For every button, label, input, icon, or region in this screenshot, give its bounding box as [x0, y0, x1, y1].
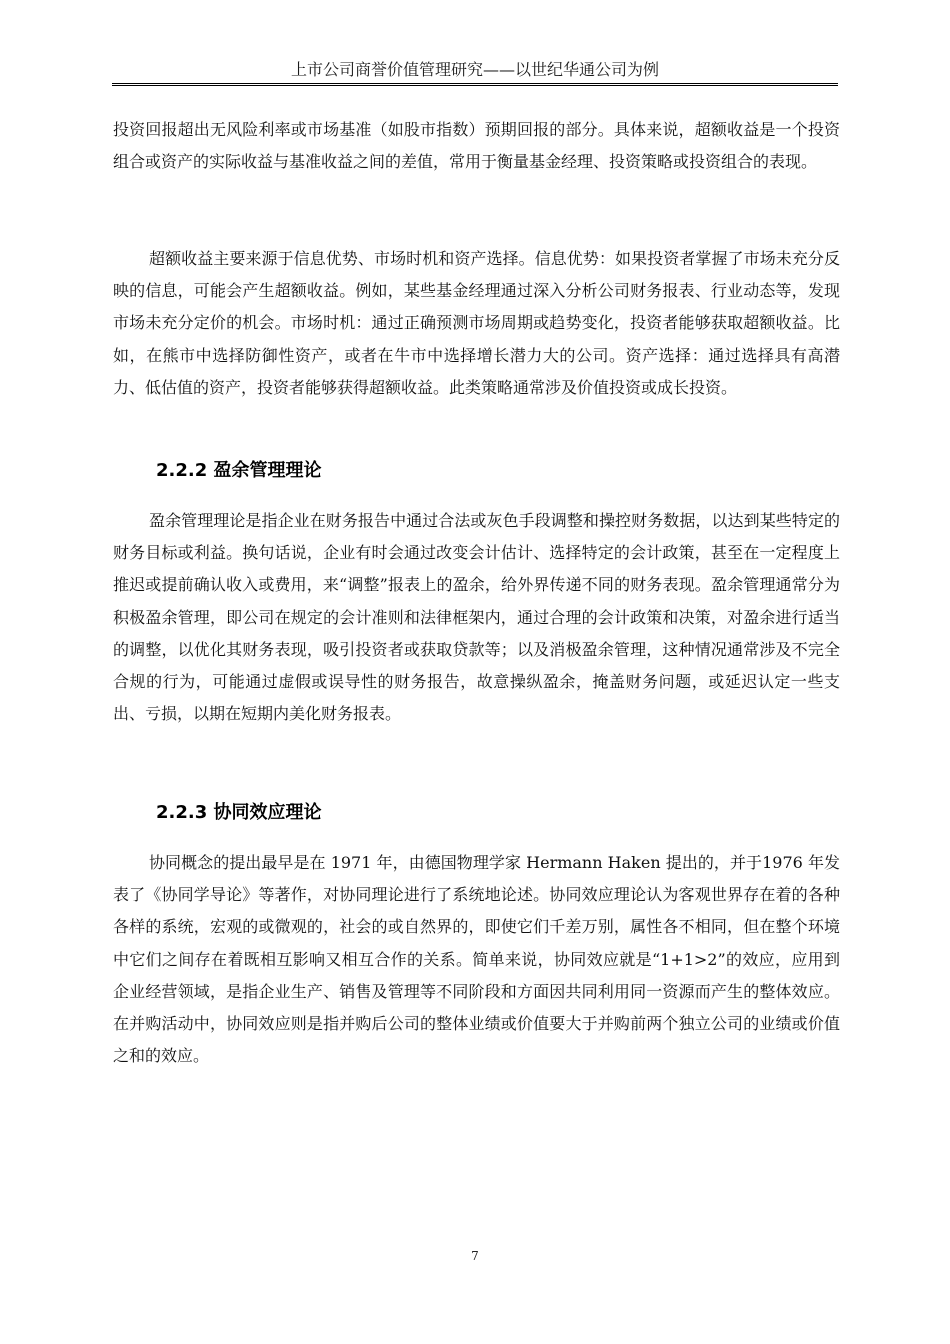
running-header: 上市公司商誉价值管理研究——以世纪华通公司为例: [290, 60, 659, 79]
page-number: 7: [471, 1249, 479, 1263]
section-heading-synergy: 2.2.3 协同效应理论: [156, 802, 322, 823]
paragraph-earnings-management: 盈余管理理论是指企业在财务报告中通过合法或灰色手段调整和操控财务数据，以达到某些特定的财务目标或利益。换句话说，企业有时会通过改变会计估计、选择特定的会计政策，甚至在一定程度上推迟或提前确认收入或费用，来“调整”报表上的盈余，给外界传递不同的财务表现。盈余管理通常分为积极盈余管理，即公司在规定的会计准则和法律框架内，通过合理的会计政策和决策，对盈余进行适当的调整，以优化其财务表现，吸引投资者或获取贷款等；以及消极盈余管理，这种情况通常涉及不完全合规的行为，可能通过虚假或误导性的财务报告，故意操纵盈余，掩盖财务问题，或延迟认定一些支出、亏损，以期在短期内美化财务报表。: [113, 511, 840, 724]
header-rule: [112, 83, 838, 86]
paragraph-excess-return-definition: 投资回报超出无风险利率或市场基准（如股市指数）预期回报的部分。具体来说，超额收益是一个投资组合或资产的实际收益与基准收益之间的差值，常用于衡量基金经理、投资策略或投资组合的表现。: [113, 120, 840, 172]
paragraph-synergy: 协同概念的提出最早是在 1971 年，由德国物理学家 Hermann Haken 提出的，并于1976 年发表了《协同学导论》等著作，对协同理论进行了系统地论述。协同效应理论认为客观世界存在着的各种各样的系统，宏观的或微观的，社会的或自然界的，即使它们千差万别，属性各不相同，但在整个环境中它们之间存在着既相互影响又相互合作的关系。简单来说，协同效应就是“1+1>2”的效应，应用到企业经营领域，是指企业生产、销售及管理等不同阶段和方面因共同利用同一资源而产生的整体效应。在并购活动中，协同效应则是指并购后公司的整体业绩或价值要大于并购前两个独立公司的业绩或价值之和的效应。: [113, 853, 840, 1066]
section-heading-earnings-management: 2.2.2 盈余管理理论: [156, 460, 322, 481]
paragraph-excess-return-sources: 超额收益主要来源于信息优势、市场时机和资产选择。信息优势：如果投资者掌握了市场未充分反映的信息，可能会产生超额收益。例如，某些基金经理通过深入分析公司财务报表、行业动态等，发现市场未充分定价的机会。市场时机：通过正确预测市场周期或趋势变化，投资者能够获取超额收益。比如，在熊市中选择防御性资产，或者在牛市中选择增长潜力大的公司。资产选择：通过选择具有高潜力、低估值的资产，投资者能够获得超额收益。此类策略通常涉及价值投资或成长投资。: [113, 249, 840, 397]
